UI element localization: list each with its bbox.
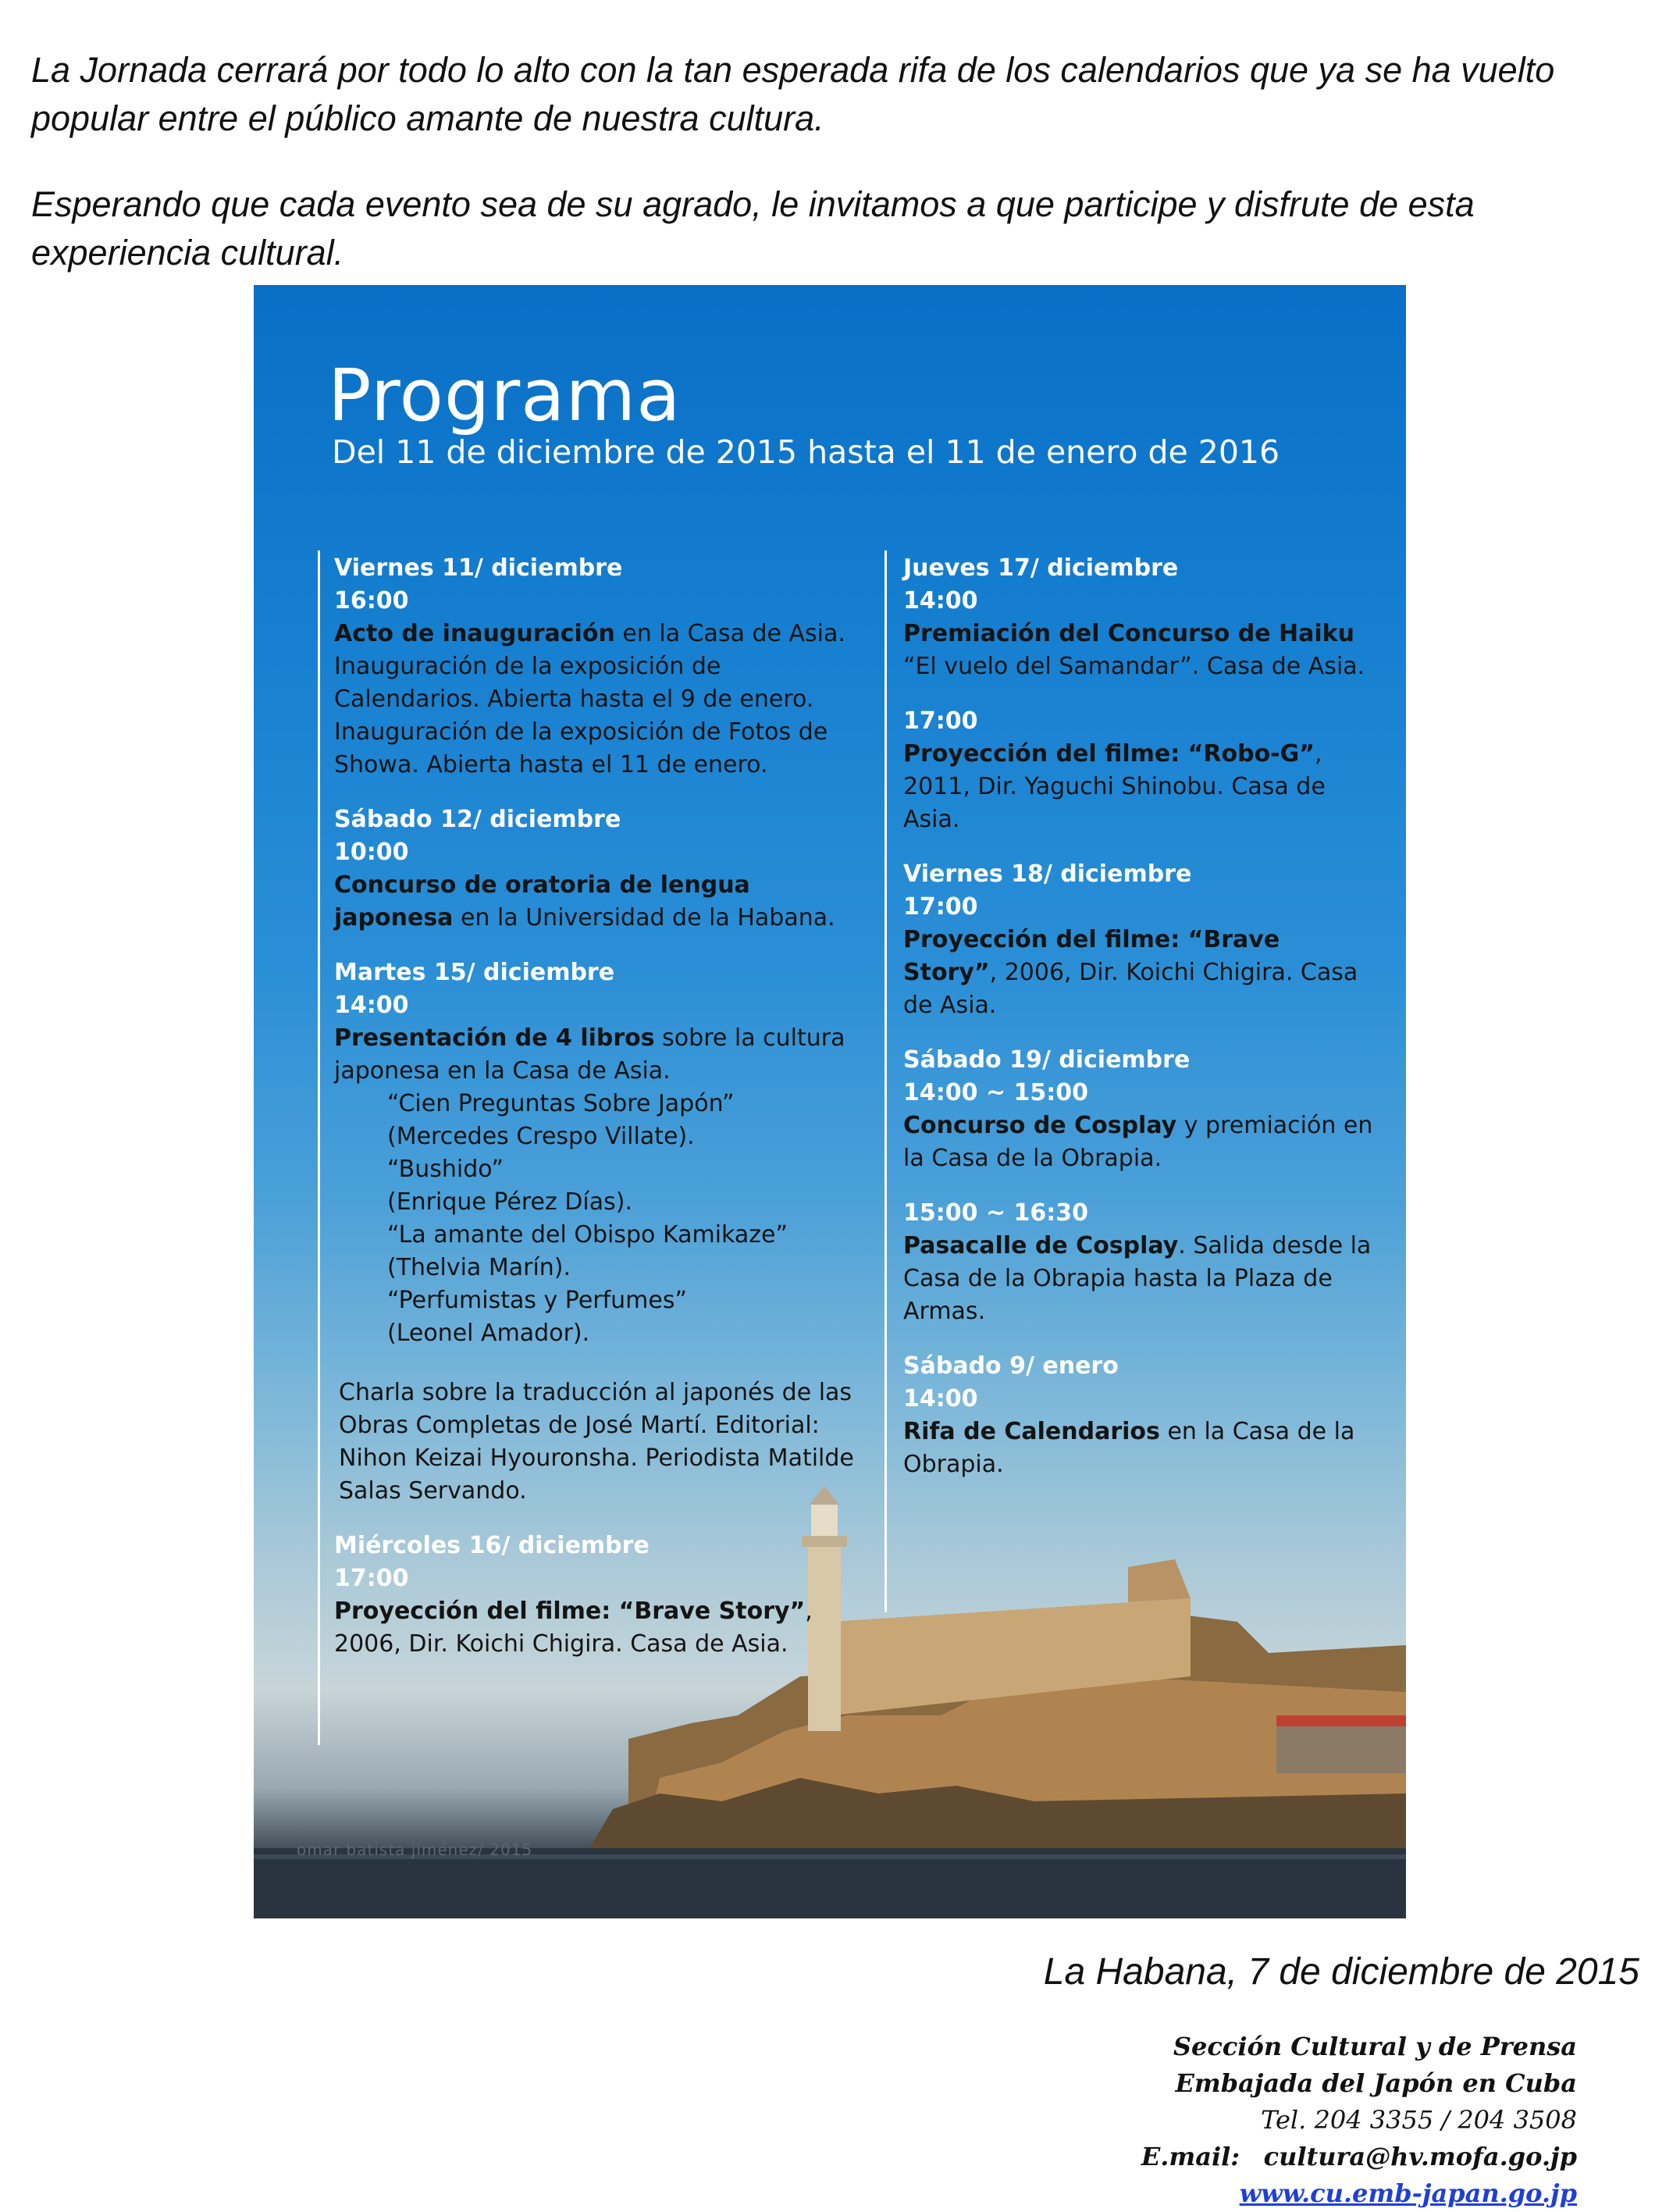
event-title: Pasacalle de Cosplay	[903, 1232, 1179, 1259]
event-description	[903, 924, 1379, 1022]
talk-description: Charla sobre la traducción al japonés de las Obras Completas de José Martí. Editorial: Nihon Keizai Hyouronsha. Periodista Matilde Salas Servando.	[339, 1379, 854, 1505]
place-and-date: La Habana, 7 de diciembre de 2015	[1043, 1951, 1639, 1993]
website-link[interactable]: www.cu.emb-japan.go.jp	[1239, 2178, 1577, 2208]
book-author: (Mercedes Crespo Villate).	[387, 1123, 695, 1150]
event-title: Presentación de 4 libros	[334, 1024, 655, 1052]
event-day: Sábado 12/ diciembre	[334, 806, 621, 833]
event-title: Rifa de Calendarios	[903, 1418, 1160, 1445]
intro-paragraph-invitation: Esperando que cada evento sea de su agrado, le invitamos a que participe y disfrute de esta experiencia cultural.	[31, 184, 1475, 272]
event-title: Proyección del filme: “Brave Story”	[334, 1598, 806, 1625]
event-day: Viernes 18/ diciembre	[903, 860, 1192, 888]
event-day: Sábado 9/ enero	[903, 1352, 1119, 1380]
event-details: “El vuelo del Samandar”. Casa de Asia.	[903, 653, 1365, 680]
event-description	[903, 1230, 1379, 1328]
event-time: 17:00	[903, 707, 978, 735]
event-details: en la Casa de la Obrapia.	[903, 1418, 1355, 1478]
event-time: 14:00	[903, 1385, 978, 1412]
event-day: Miércoles 16/ diciembre	[334, 1532, 650, 1559]
event-time: 14:00 ~ 15:00	[903, 1079, 1089, 1106]
book-author: (Leonel Amador).	[387, 1320, 590, 1347]
event-sabado-9-enero	[903, 1350, 1379, 1481]
event-description	[903, 1110, 1379, 1175]
photo-credit: omar batista jiménez/ 2015	[297, 1840, 533, 1859]
event-time: 16:00	[334, 587, 409, 614]
event-title: Acto de inauguración	[334, 620, 615, 647]
signature-phone: Tel. 204 3355 / 204 3508	[1261, 2105, 1577, 2135]
book-author: (Thelvia Marín).	[387, 1254, 571, 1281]
event-description	[903, 1416, 1379, 1481]
left-column-rule	[318, 550, 320, 1745]
signature-embassy: Embajada del Japón en Cuba	[1175, 2068, 1577, 2098]
event-viernes-11	[334, 552, 873, 782]
event-details: , 2006, Dir. Koichi Chigira. Casa de Asia.	[903, 959, 1358, 1019]
right-column-rule	[884, 550, 887, 1612]
event-title: Concurso de oratoria de lengua japonesa	[334, 871, 750, 931]
event-description	[334, 869, 873, 935]
event-sabado-12	[334, 803, 873, 935]
signature-email-line	[1141, 2139, 1577, 2175]
book-title: “La amante del Obispo Kamikaze”	[387, 1221, 788, 1248]
event-description	[903, 618, 1379, 683]
event-time: 17:00	[903, 893, 978, 921]
event-description	[903, 738, 1379, 836]
book-title: “Bushido”	[387, 1156, 504, 1183]
event-description	[334, 1022, 873, 1088]
book-title: “Perfumistas y Perfumes”	[387, 1287, 688, 1314]
event-description	[334, 618, 873, 782]
signature-section: Sección Cultural y de Prensa	[1173, 2032, 1577, 2061]
event-title: Premiación del Concurso de Haiku	[903, 620, 1354, 647]
event-time: 14:00	[334, 992, 409, 1019]
event-details: , 2011, Dir. Yaguchi Shinobu. Casa de Asia.	[903, 740, 1326, 833]
event-details: y premiación en la Casa de la Obrapia.	[903, 1112, 1373, 1172]
event-day: Sábado 19/ diciembre	[903, 1046, 1191, 1074]
event-details: , 2006, Dir. Koichi Chigira. Casa de Asia.	[334, 1598, 813, 1658]
event-jueves-17-film	[903, 705, 1379, 836]
event-details: sobre la cultura japonesa en la Casa de Asia.	[334, 1024, 845, 1085]
event-details: en la Universidad de la Habana.	[453, 904, 835, 931]
intro-paragraph-raffle: La Jornada cerrará por todo lo alto con la tan esperada rifa de los calendarios que ya se ha vuelto popular entre el público amante de nuestra cultura.	[31, 50, 1555, 138]
event-time: 17:00	[334, 1565, 409, 1592]
event-sabado-19-parade	[903, 1197, 1379, 1328]
event-day: Martes 15/ diciembre	[334, 959, 615, 986]
event-day: Jueves 17/ diciembre	[903, 554, 1179, 582]
book-author: (Enrique Pérez Días).	[387, 1188, 632, 1216]
poster-subtitle: Del 11 de diciembre de 2015 hasta el 11 de enero de 2016	[332, 433, 1280, 471]
event-title: Proyección del filme: “Brave Story”	[903, 926, 1280, 986]
event-time: 10:00	[334, 839, 409, 866]
email-address: cultura@hv.mofa.go.jp	[1263, 2142, 1577, 2171]
event-martes-15	[334, 956, 873, 1508]
signature-block	[1141, 2029, 1577, 2212]
event-details: . Salida desde la Casa de la Obrapia hasta la Plaza de Armas.	[903, 1232, 1372, 1325]
event-viernes-18	[903, 858, 1379, 1022]
poster-title: Programa	[328, 354, 682, 437]
program-right-column	[903, 552, 1379, 1503]
program-poster	[254, 285, 1406, 1918]
event-title: Proyección del filme: “Robo-G”	[903, 740, 1315, 768]
event-jueves-17-haiku	[903, 552, 1379, 683]
event-sabado-19-contest	[903, 1044, 1379, 1175]
event-time: 14:00	[903, 587, 978, 614]
email-label: E.mail:	[1141, 2142, 1240, 2171]
book-title: “Cien Preguntas Sobre Japón”	[387, 1090, 735, 1117]
event-description	[334, 1595, 873, 1661]
program-left-column	[334, 552, 873, 1683]
event-title: Concurso de Cosplay	[903, 1112, 1177, 1139]
event-miercoles-16	[334, 1530, 873, 1661]
event-day: Viernes 11/ diciembre	[334, 554, 623, 582]
event-time: 15:00 ~ 16:30	[903, 1199, 1089, 1227]
event-details: en la Casa de Asia. Inauguración de la exposición de Calendarios. Abierta hasta el 9 de enero. Inauguración de la exposición de Fotos de Showa. Abierta hasta el 11 de enero.	[334, 620, 845, 778]
